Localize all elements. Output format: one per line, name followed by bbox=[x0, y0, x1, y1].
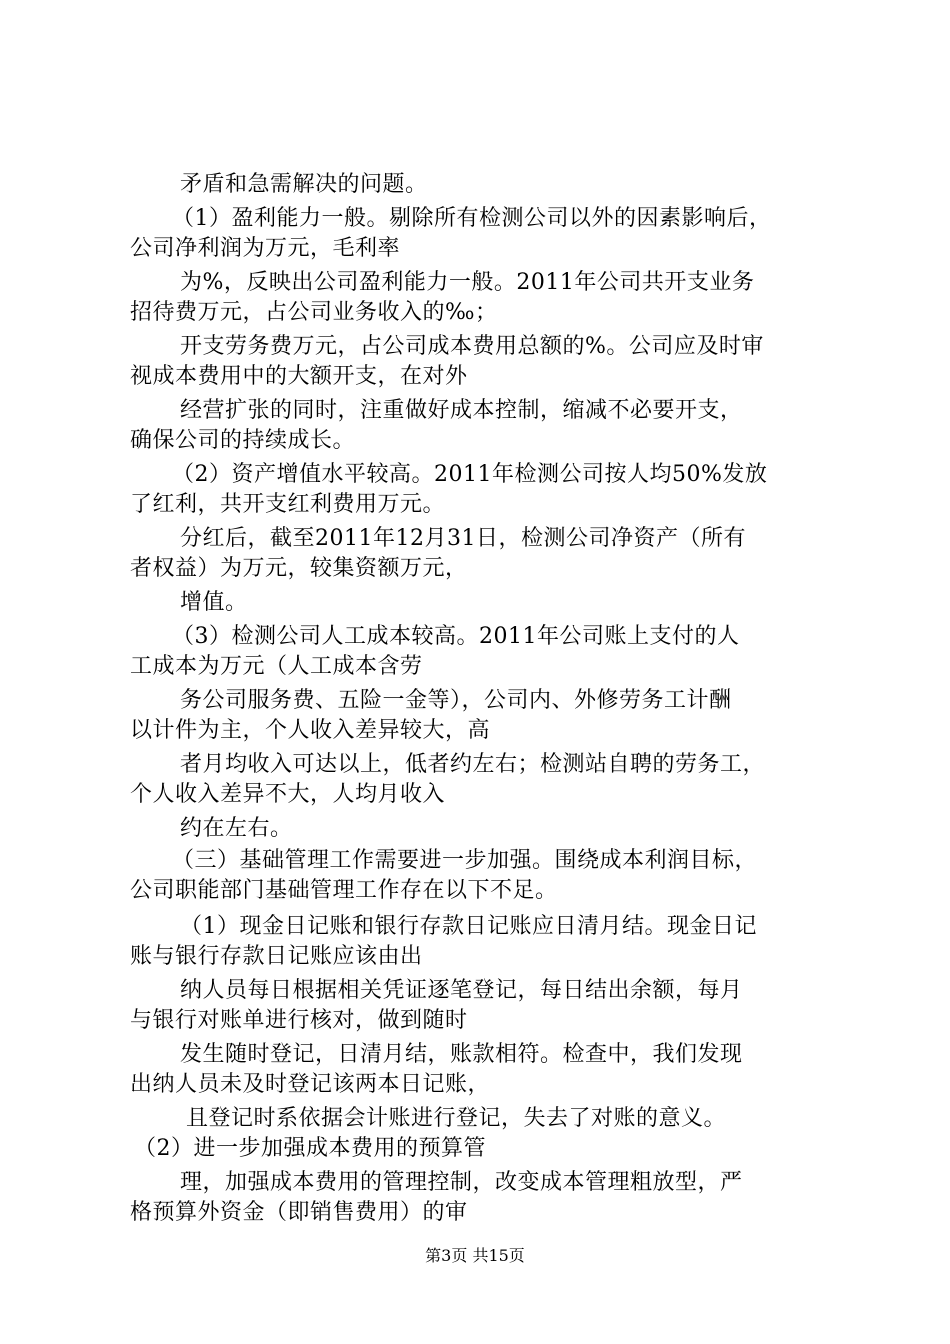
text-line: 招待费万元，占公司业务收入的‰； bbox=[130, 300, 498, 325]
text-line: （三）基础管理工作需要进一步加强。围绕成本利润目标， bbox=[172, 848, 758, 873]
text-line: （3）检测公司人工成本较高。2011年公司账上支付的人 bbox=[172, 624, 740, 649]
text-line: 工成本为万元（人工成本含劳 bbox=[130, 654, 423, 679]
text-line: 公司净利润为万元，毛利率 bbox=[130, 236, 401, 261]
text-line: 约在左右。 bbox=[180, 816, 293, 841]
page-number: 第3页 共15页 bbox=[425, 1246, 525, 1265]
text-line: 者月均收入可达以上，低者约左右；检测站自聘的劳务工， bbox=[180, 752, 766, 777]
text-line: 增值。 bbox=[180, 590, 248, 615]
text-line: 矛盾和急需解决的问题。 bbox=[180, 172, 428, 197]
text-line: 纳人员每日根据相关凭证逐笔登记，每日结出余额，每月 bbox=[180, 978, 743, 1003]
text-line: （1）盈利能力一般。剔除所有检测公司以外的因素影响后， bbox=[172, 206, 772, 231]
text-line: 与银行对账单进行核对，做到随时 bbox=[130, 1008, 468, 1033]
text-line: 公司职能部门基础管理工作存在以下不足。 bbox=[130, 878, 558, 903]
text-line: 且登记时系依据会计账进行登记，失去了对账的意义。 bbox=[186, 1106, 727, 1131]
text-line: 分红后，截至2011年12月31日，检测公司净资产（所有 bbox=[180, 526, 746, 551]
text-line: 开支劳务费万元，占公司成本费用总额的%。公司应及时审 bbox=[180, 334, 764, 359]
text-line: （1）现金日记账和银行存款日记账应日清月结。现金日记 bbox=[180, 914, 757, 939]
text-line: 格预算外资金（即销售费用）的审 bbox=[130, 1200, 468, 1225]
text-line: （2）资产增值水平较高。2011年检测公司按人均50%发放 bbox=[172, 462, 768, 487]
text-line: 经营扩张的同时，注重做好成本控制，缩减不必要开支， bbox=[180, 398, 743, 423]
text-line: 出纳人员未及时登记该两本日记账， bbox=[130, 1072, 491, 1097]
text-line: 务公司服务费、五险一金等），公司内、外修劳务工计酬 bbox=[180, 688, 732, 713]
text-line: 理，加强成本费用的管理控制，改变成本管理粗放型，严 bbox=[180, 1170, 743, 1195]
text-line: 者权益）为万元，较集资额万元， bbox=[130, 556, 468, 581]
text-line: 为%，反映出公司盈利能力一般。2011年公司共开支业务 bbox=[180, 270, 755, 295]
text-line: 发生随时登记，日清月结，账款相符。检查中，我们发现 bbox=[180, 1042, 743, 1067]
text-line: 个人收入差异不大，人均月收入 bbox=[130, 782, 446, 807]
text-line: 以计件为主，个人收入差异较大，高 bbox=[130, 718, 491, 743]
text-line: （2）进一步加强成本费用的预算管 bbox=[134, 1136, 486, 1161]
text-line: 视成本费用中的大额开支，在对外 bbox=[130, 364, 468, 389]
text-line: 确保公司的持续成长。 bbox=[130, 428, 356, 453]
text-line: 账与银行存款日记账应该由出 bbox=[130, 944, 423, 969]
text-line: 了红利，共开支红利费用万元。 bbox=[130, 492, 446, 517]
